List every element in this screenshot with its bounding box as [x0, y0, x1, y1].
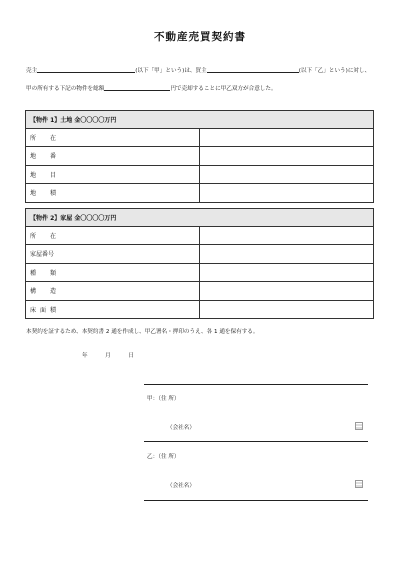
row-label-type: 種 類	[30, 269, 56, 277]
party-b-address[interactable]: 乙：（住 所）	[147, 454, 180, 460]
building-type-field[interactable]	[200, 263, 374, 282]
property-1-header: 【物件 1】土地 金〇〇〇〇万円	[26, 111, 374, 129]
signature-divider-top	[144, 384, 368, 385]
table-row	[26, 282, 374, 301]
party-b-company[interactable]: （会社名）	[167, 483, 195, 489]
row-label-house-number: 家屋番号	[30, 251, 55, 259]
buyer-suffix: (以下「乙」という)に対し、	[298, 68, 371, 74]
row-label-land-area: 地 積	[30, 190, 56, 198]
party-a-company[interactable]: （会社名）	[167, 425, 195, 431]
building-location-field[interactable]	[200, 226, 374, 245]
closing-statement: 本契約を証するため、本契約書 2 通を作成し、甲乙署名・押印のうえ、各 1 通を保有する。	[26, 329, 259, 335]
property-1-table	[25, 110, 374, 203]
table-row	[26, 184, 374, 203]
party-b-label: 乙：	[147, 454, 159, 460]
lot-number-field[interactable]	[200, 147, 374, 166]
table-row	[26, 147, 374, 166]
location-field[interactable]	[200, 128, 374, 147]
buyer-name-blank[interactable]	[207, 67, 299, 73]
land-category-field[interactable]	[200, 165, 374, 184]
seller-name-blank[interactable]	[37, 67, 135, 73]
land-area-field[interactable]	[200, 184, 374, 203]
row-label-location: 所 在	[30, 134, 56, 142]
row-label-land-category: 地 目	[30, 171, 56, 179]
table-row	[26, 165, 374, 184]
property-2-table	[25, 208, 374, 319]
seller-label: 売主	[26, 68, 38, 74]
floor-area-field[interactable]	[200, 300, 374, 319]
total-price-blank[interactable]	[104, 85, 170, 91]
row-label-location: 所 在	[30, 232, 56, 240]
row-label-structure: 構 造	[30, 288, 56, 296]
party-a-address[interactable]: 甲：（住 所）	[147, 396, 180, 402]
table-row	[26, 300, 374, 319]
property-2-header: 【物件 2】家屋 金〇〇〇〇万円	[26, 209, 374, 227]
structure-field[interactable]	[200, 282, 374, 301]
row-label-floor-area: 床 面 積	[30, 306, 56, 314]
price-suffix: 円で売却することに甲乙双方が合意した。	[170, 86, 277, 92]
signature-divider-bottom	[144, 500, 368, 501]
house-number-field[interactable]	[200, 245, 374, 264]
table-row	[26, 263, 374, 282]
table-row	[26, 226, 374, 245]
contract-date	[82, 351, 134, 359]
document-title: 不動産売買契約書	[154, 31, 246, 43]
price-prefix: 甲の所有する下記の物件を総額	[26, 86, 105, 92]
table-row	[26, 245, 374, 264]
date-year: 年	[82, 353, 88, 359]
date-month: 月	[105, 353, 111, 359]
row-label-lot-number: 地 番	[30, 153, 56, 161]
seller-suffix: (以下「甲」という)は、買主	[135, 68, 207, 74]
party-a-label: 甲：	[147, 396, 159, 402]
intro-line-1	[26, 66, 370, 74]
signature-divider-mid	[144, 441, 368, 442]
table-row	[26, 128, 374, 147]
seal-icon	[355, 480, 363, 488]
seal-icon	[355, 422, 363, 430]
intro-line-2	[26, 84, 277, 92]
date-day: 日	[128, 353, 134, 359]
